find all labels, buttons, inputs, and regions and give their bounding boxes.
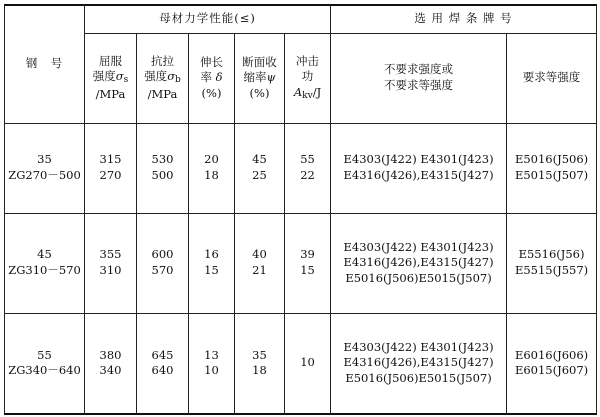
electrode-grade-header: [331, 5, 597, 33]
electrode-req-cell: E5016(J506) E5015(J507): [507, 123, 597, 213]
electrode-req-cell: E5516(J56) E5515(J557): [507, 213, 597, 313]
tensile-line2: 强度$\sigma_b$: [144, 69, 181, 86]
steel-grade-cell: 35 ZG270－500: [5, 123, 85, 213]
reduct-line1: 断面收: [242, 54, 277, 69]
table-row: [5, 213, 597, 313]
electrode-no-req-cell: E4303(J422) E4301(J423) E4316(J426),E4315(J427) E5016(J506)E5015(J507): [331, 313, 507, 414]
impact-line2: 功: [301, 69, 314, 84]
impact-cell: 39 15: [285, 213, 331, 313]
equal-strength-header: 要求等强度: [507, 33, 597, 123]
reduction-cell: 35 18: [235, 313, 285, 414]
tensile-cell: 530 500: [137, 123, 189, 213]
impact-line1: 冲击: [296, 53, 320, 68]
elongation-header: [189, 33, 235, 123]
electrode-grade-header-text: 选 用 焊 条 牌 号: [414, 11, 513, 26]
elong-line3: (%): [201, 85, 222, 100]
steel-grade-header: 钢 号: [5, 5, 85, 123]
yield-line2: 强度$\sigma_s$: [92, 69, 129, 86]
table-row: [5, 123, 597, 213]
elong-line2: 率 δ: [200, 70, 223, 85]
impact-cell: 10: [285, 313, 331, 414]
elongation-cell: 13 10: [189, 313, 235, 414]
impact-cell: 55 22: [285, 123, 331, 213]
yield-line3: /MPa: [95, 86, 126, 101]
tensile-line3: /MPa: [147, 86, 178, 101]
yield-cell: 315 270: [85, 123, 137, 213]
steel-grade-cell: 55 ZG340－640: [5, 313, 85, 414]
tensile-cell: 600 570: [137, 213, 189, 313]
electrode-req-cell: E6016(J606) E6015(J607): [507, 313, 597, 414]
elong-line1: 伸长: [200, 54, 223, 69]
reduct-line3: (%): [249, 85, 270, 100]
yield-strength-header: [85, 33, 137, 123]
no-strength-requirement-header: 不要求强度或 不要求等强度: [331, 33, 507, 123]
yield-cell: 355 310: [85, 213, 137, 313]
reduction-cell: 45 25: [235, 123, 285, 213]
yield-cell: 380 340: [85, 313, 137, 414]
reduction-of-area-header: [235, 33, 285, 123]
reduct-line2: 缩率ψ: [243, 70, 276, 85]
electrode-no-req-cell: E4303(J422) E4301(J423) E4316(J426),E4315(J427) E5016(J506)E5015(J507): [331, 213, 507, 313]
tensile-strength-header: [137, 33, 189, 123]
steel-grade-cell: 45 ZG310－570: [5, 213, 85, 313]
impact-line3: $A_{kv}/J$: [293, 84, 322, 101]
elongation-cell: 16 15: [189, 213, 235, 313]
yield-line1: 屈服: [99, 53, 122, 68]
table-row: [5, 313, 597, 414]
mechanical-properties-header: 母材力学性能(≤): [85, 5, 331, 33]
impact-energy-header: [285, 33, 331, 123]
steel-welding-table: [4, 4, 597, 415]
tensile-cell: 645 640: [137, 313, 189, 414]
elongation-cell: 20 18: [189, 123, 235, 213]
reduction-cell: 40 21: [235, 213, 285, 313]
tensile-line1: 抗拉: [151, 53, 174, 68]
electrode-no-req-cell: E4303(J422) E4301(J423) E4316(J426),E4315(J427): [331, 123, 507, 213]
